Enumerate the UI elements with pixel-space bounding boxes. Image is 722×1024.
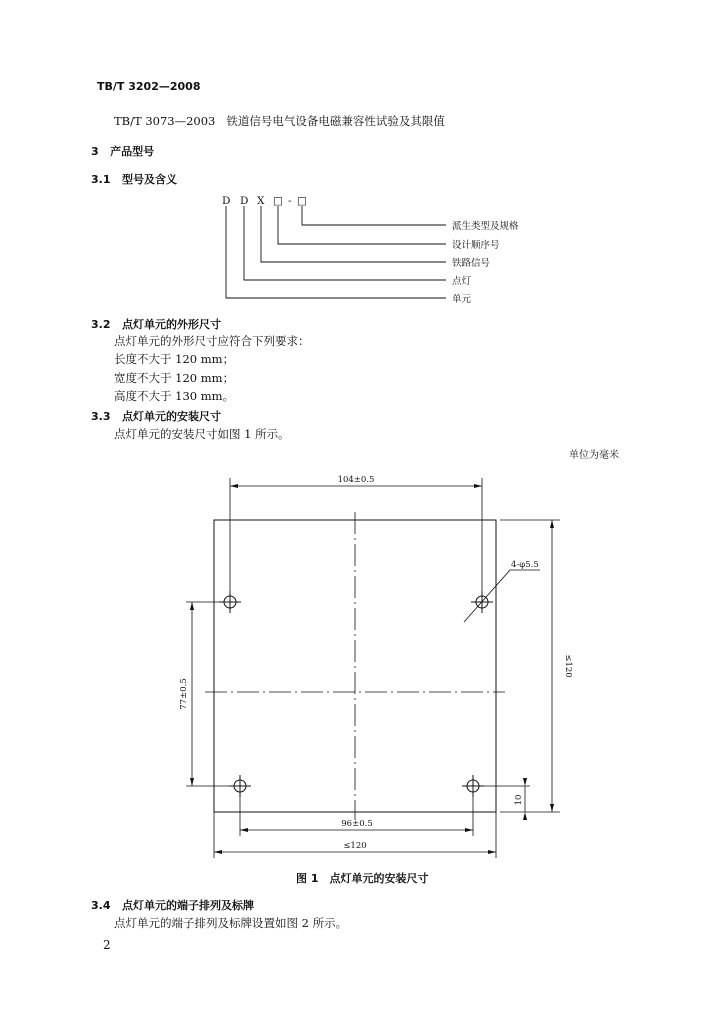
legend-derivative-type: 派生类型及规格 (452, 221, 519, 232)
dim-holes-4-phi-5-5: 4-φ5.5 (511, 560, 539, 570)
dim-top-104: 104±0.5 (337, 475, 375, 485)
legend-unit: 单元 (452, 294, 472, 305)
section-3-3-text: 点灯单元的安装尺寸如图 1 所示。 (114, 427, 290, 441)
dim-right-le120: ≤120 (563, 654, 573, 678)
model-dash: - (288, 195, 292, 207)
model-box-1: □ (273, 195, 283, 207)
section-3-4-title: 点灯单元的端子排列及标牌 (122, 899, 254, 912)
hole-bottom-left (229, 775, 251, 797)
model-letter-x: X (257, 195, 265, 207)
legend-railway-signal: 铁路信号 (452, 258, 491, 269)
section-3-2-line-2: 长度不大于 120 mm； (114, 352, 235, 366)
model-letter-d1: D (222, 195, 231, 207)
section-3-4-number: 3.4 (91, 899, 111, 912)
section-3-2-line-3: 宽度不大于 120 mm； (114, 371, 235, 385)
reference-title: 铁道信号电气设备电磁兼容性试验及其限值 (226, 114, 445, 128)
legend-design-sequence: 设计顺序号 (452, 240, 500, 251)
section-3-2-line-1: 点灯单元的外形尺寸应符合下列要求： (114, 334, 310, 348)
section-3-2-number: 3.2 (91, 318, 111, 331)
section-3-3-number: 3.3 (91, 410, 111, 423)
center-lines (205, 512, 505, 820)
model-letter-d2: D (240, 195, 249, 207)
section-3-number: 3 (91, 145, 99, 158)
dim-left-77: 77±0.5 (179, 678, 189, 710)
section-3-4-text: 点灯单元的端子排列及标牌设置如图 2 所示。 (114, 916, 348, 930)
figure-1-caption: 图 1 点灯单元的安装尺寸 (296, 872, 429, 885)
model-box-2: □ (297, 195, 307, 207)
section-3-4-heading (91, 897, 254, 913)
reference-code: TB/T 3073—2003 (114, 114, 216, 128)
section-3-2-title: 点灯单元的外形尺寸 (122, 318, 221, 331)
page-number: 2 (103, 938, 111, 952)
section-3-1-number: 3.1 (91, 173, 111, 186)
dim-bottom-le120: ≤120 (343, 841, 367, 851)
unit-note: 单位为毫米 (569, 450, 619, 461)
hole-bottom-right (462, 775, 484, 797)
dim-bottom-offset-10: 10 (514, 794, 524, 806)
section-3-title: 产品型号 (110, 145, 155, 158)
dim-hole-pitch-96: 96±0.5 (341, 819, 373, 829)
standard-number: TB/T 3202—2008 (97, 80, 201, 93)
section-3-1-title: 型号及含义 (122, 173, 177, 186)
legend-lighting: 点灯 (452, 276, 472, 287)
section-3-2-line-4: 高度不大于 130 mm。 (114, 389, 235, 403)
section-3-3-title: 点灯单元的安装尺寸 (122, 410, 221, 423)
